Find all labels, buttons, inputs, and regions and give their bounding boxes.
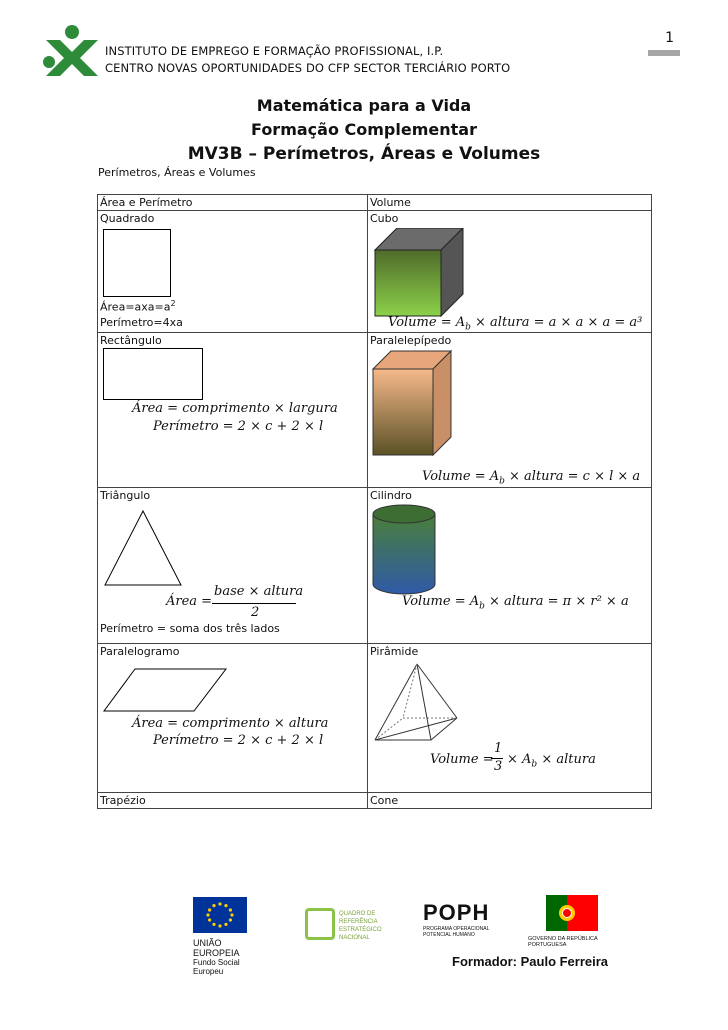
triangle-area-lhs: Área = <box>166 594 213 609</box>
rectangle-shape <box>103 348 203 400</box>
label-cube: Cubo <box>370 212 399 225</box>
table-row <box>98 644 652 793</box>
formulas-table <box>97 194 652 809</box>
header-volume: Volume <box>370 196 411 209</box>
rectangle-area-formula: Área = comprimento × largura <box>132 401 338 416</box>
trainer-name: Formador: Paulo Ferreira <box>452 954 609 969</box>
cell-pyramid <box>368 644 652 793</box>
cell-trapezoid <box>98 793 368 809</box>
parallelogram-area-formula: Área = comprimento × altura <box>132 716 329 731</box>
label-cylinder: Cilindro <box>370 489 412 502</box>
pyramid-illustration <box>373 662 459 746</box>
iefp-logo <box>42 22 102 78</box>
table-row <box>98 488 652 644</box>
triangle-perimeter-text: Perímetro = soma dos três lados <box>100 622 280 635</box>
fraction-line <box>212 603 296 604</box>
title-line-1: Matemática para a Vida <box>256 96 472 115</box>
pyramid-volume-rhs: × $A_b$ × altura <box>507 752 596 770</box>
square-area-formula: $Área=axa=a^2$ <box>100 299 176 314</box>
header-cell-right <box>368 195 652 211</box>
label-cuboid: Paralelepípedo <box>370 334 452 347</box>
qren-mark-icon <box>305 908 335 940</box>
page-number-bar <box>648 50 680 56</box>
portugal-government-logo <box>528 895 618 948</box>
eu-flag-icon <box>193 897 247 933</box>
cell-cuboid <box>368 333 652 488</box>
label-pyramid: Pirâmide <box>370 645 419 658</box>
qren-logo <box>305 908 395 942</box>
page-number-box <box>648 28 680 56</box>
cell-cone <box>368 793 652 809</box>
label-triangle: Triângulo <box>100 489 151 502</box>
table-row <box>98 333 652 488</box>
table-row <box>98 211 652 333</box>
cube-volume-formula: Volume = $A_b$ × altura = a × a × a = a³ <box>388 315 643 333</box>
eu-sublabel: Fundo Social Europeu <box>193 958 240 976</box>
title-line-3: MV3B – Perímetros, Áreas e Volumes <box>187 144 541 164</box>
cell-cube <box>368 211 652 333</box>
cell-triangle <box>98 488 368 644</box>
label-square: Quadrado <box>100 212 155 225</box>
cuboid-volume-formula: Volume = $A_b$ × altura = c × l × a <box>422 469 641 487</box>
poph-wordmark: POPH <box>423 900 490 925</box>
table-header-row <box>98 195 652 211</box>
label-rectangle: Rectângulo <box>100 334 162 347</box>
page-number: 1 <box>665 30 674 46</box>
cell-rectangle <box>98 333 368 488</box>
cell-parallelogram <box>98 644 368 793</box>
rectangle-perimeter-formula: Perímetro = 2 × c + 2 × l <box>153 419 324 434</box>
eu-label: UNIÃO EUROPEIA <box>193 938 240 958</box>
cylinder-volume-formula: Volume = $A_b$ × altura = π × r² × a <box>402 594 629 612</box>
government-label: GOVERNO DA REPÚBLICA PORTUGUESA <box>528 936 598 948</box>
cylinder-illustration <box>371 504 437 596</box>
pyramid-volume-denominator: 3 <box>494 759 503 774</box>
square-shape <box>103 229 171 297</box>
portugal-flag-icon <box>546 895 598 931</box>
institution-name: INSTITUTO DE EMPREGO E FORMAÇÃO PROFISSIONAL, I.P. <box>105 44 444 58</box>
header-cell-left <box>98 195 368 211</box>
pyramid-volume-lhs: Volume = <box>430 752 494 767</box>
cell-cylinder <box>368 488 652 644</box>
pyramid-volume-numerator: 1 <box>494 741 503 756</box>
title-line-2: Formação Complementar <box>251 120 477 139</box>
label-cone: Cone <box>370 794 399 807</box>
table-row <box>98 793 652 809</box>
square-perimeter-formula: Perímetro=4xa <box>100 316 183 329</box>
document-subtitle: Perímetros, Áreas e Volumes <box>98 166 256 179</box>
label-trapezoid: Trapézio <box>100 794 146 807</box>
triangle-shape <box>104 510 182 586</box>
center-name: CENTRO NOVAS OPORTUNIDADES DO CFP SECTOR TERCIÁRIO PORTO <box>105 61 511 75</box>
label-parallelogram: Paralelogramo <box>100 645 180 658</box>
cuboid-illustration <box>371 349 453 459</box>
qren-text: QUADRO DE REFERÊNCIA ESTRATÉGICO NACIONAL <box>339 911 382 941</box>
triangle-area-denominator: 2 <box>251 605 260 620</box>
parallelogram-perimeter-formula: Perímetro = 2 × c + 2 × l <box>153 733 324 748</box>
triangle-area-numerator: base × altura <box>214 584 304 599</box>
parallelogram-shape <box>103 668 227 712</box>
header-area-perimeter: Área e Perímetro <box>100 196 193 209</box>
poph-sublabel: PROGRAMA OPERACIONAL POTENCIAL HUMANO <box>423 926 490 938</box>
eu-logo <box>193 897 263 976</box>
cell-square <box>98 211 368 333</box>
poph-logo <box>423 900 513 940</box>
cube-illustration <box>371 228 471 320</box>
